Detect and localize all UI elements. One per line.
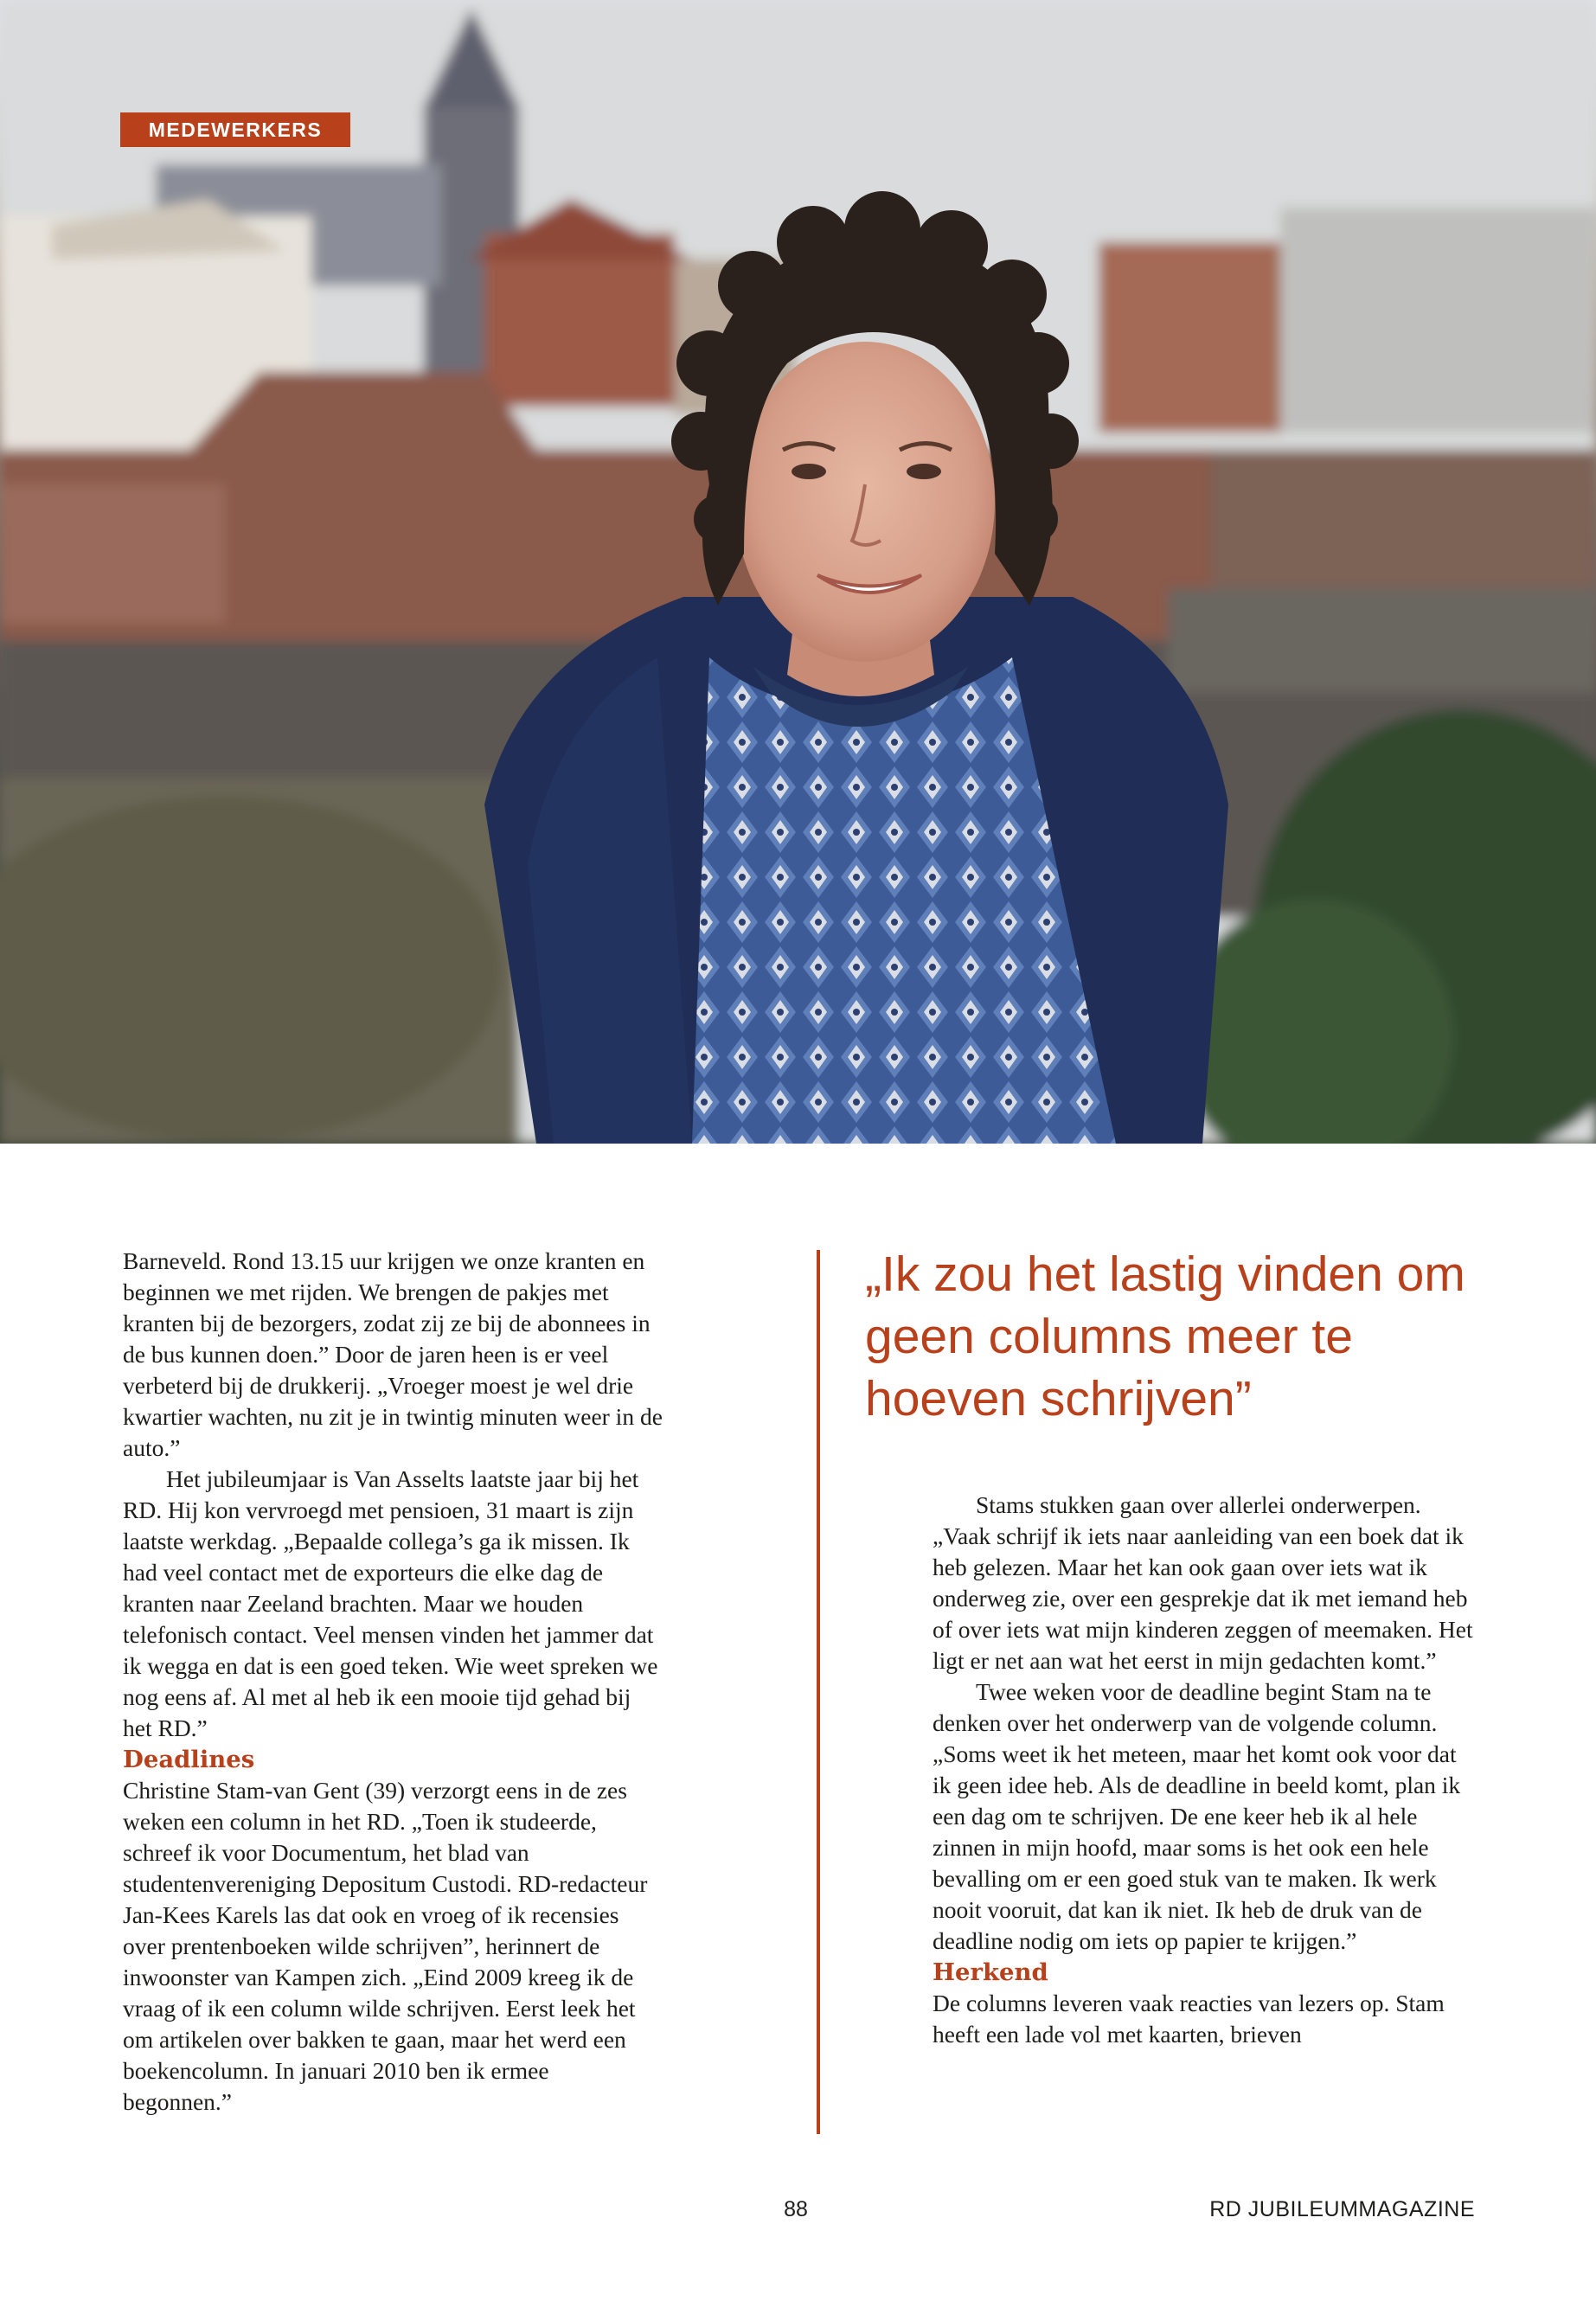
right-column bbox=[933, 1490, 1473, 2050]
right-paragraph-1: Stams stukken gaan over allerlei onderwerpen. „Vaak schrijf ik iets naar aanleiding van een boek dat ik heb gelezen. Maar het kan ook gaan over iets wat ik onderweg zie, over een gesprekje dat ik met iemand heb of over iets wat mijn kinderen zeggen of meemaken. Het ligt er net aan wat het eerst in mijn gedachten komt.” bbox=[933, 1491, 1473, 1674]
quote-rule bbox=[817, 1250, 820, 2134]
right-paragraph-3: De columns leveren vaak reacties van lezers op. Stam heeft een lade vol met kaarten, brieven bbox=[933, 1990, 1445, 2048]
pull-quote: „Ik zou het lastig vinden om geen columns meer te hoeven schrijven” bbox=[865, 1247, 1465, 1426]
subhead-deadlines: Deadlines bbox=[123, 1746, 255, 1773]
subhead-herkend: Herkend bbox=[933, 1958, 1048, 1986]
left-paragraph-1: Barneveld. Rond 13.15 uur krijgen we onze kranten en beginnen we met rijden. We brengen de pakjes met kranten bij de bezorgers, zodat zij ze bij de abonnees in de bus kunnen doen.” Door de jaren heen is er veel verbeterd bij de drukkerij. „Vroeger moest je wel drie kwartier wachten, nu zit je in twintig minuten weer in de auto.” bbox=[123, 1247, 663, 1461]
page-number: 88 bbox=[784, 2197, 808, 2221]
right-paragraph-2: Twee weken voor de deadline begint Stam na te denken over het onderwerp van de volgende column. „Soms weet ik het meteen, maar het komt ook voor dat ik geen idee heb. Als de deadline in beeld komt, plan ik een dag om te schrijven. De ene keer heb ik al hele zinnen in mijn hoofd, maar soms is het ook een hele bevalling om er een goed stuk van te maken. Ik werk nooit vooruit, dat kan ik niet. Ik heb de druk van de deadline nodig om iets op papier te krijgen.” bbox=[933, 1678, 1461, 1954]
left-paragraph-2: Het jubileumjaar is Van Asselts laatste jaar bij het RD. Hij kon vervroegd met pensioen, 31 maart is zijn laatste werkdag. „Bepaalde collega’s ga ik missen. Ik had veel contact met de exporteurs die elke dag de kranten naar Zeeland brachten. Maar we houden telefonisch contact. Veel mensen vinden het jammer dat ik wegga en dat is een goed teken. Wie weet spreken we nog eens af. Al met al heb ik een mooie tijd gehad bij het RD.” bbox=[123, 1465, 658, 1741]
magazine-name: RD JUBILEUMMAGAZINE bbox=[1209, 2197, 1475, 2221]
portrait-photo bbox=[0, 0, 1596, 1144]
photo-illustration bbox=[0, 0, 1596, 1144]
section-tag: MEDEWERKERS bbox=[120, 112, 350, 147]
left-paragraph-3: Christine Stam-van Gent (39) verzorgt eens in de zes weken een column in het RD. „Toen ik studeerde, schreef ik voor Documentum, het blad van studentenvereniging Depositum Custodi. RD-redacteur Jan-Kees Karels las dat ook en vroeg of ik recensies over prentenboeken wilde schrijven”, herinnert de inwoonster van Kampen zich. „Eind 2009 kreeg ik de vraag of ik een column wilde schrijven. Eerst leek het om artikelen over bakken te gaan, maar het werd een boekencolumn. In januari 2010 ben ik ermee begonnen.” bbox=[123, 1777, 648, 2115]
left-column bbox=[123, 1246, 663, 2118]
